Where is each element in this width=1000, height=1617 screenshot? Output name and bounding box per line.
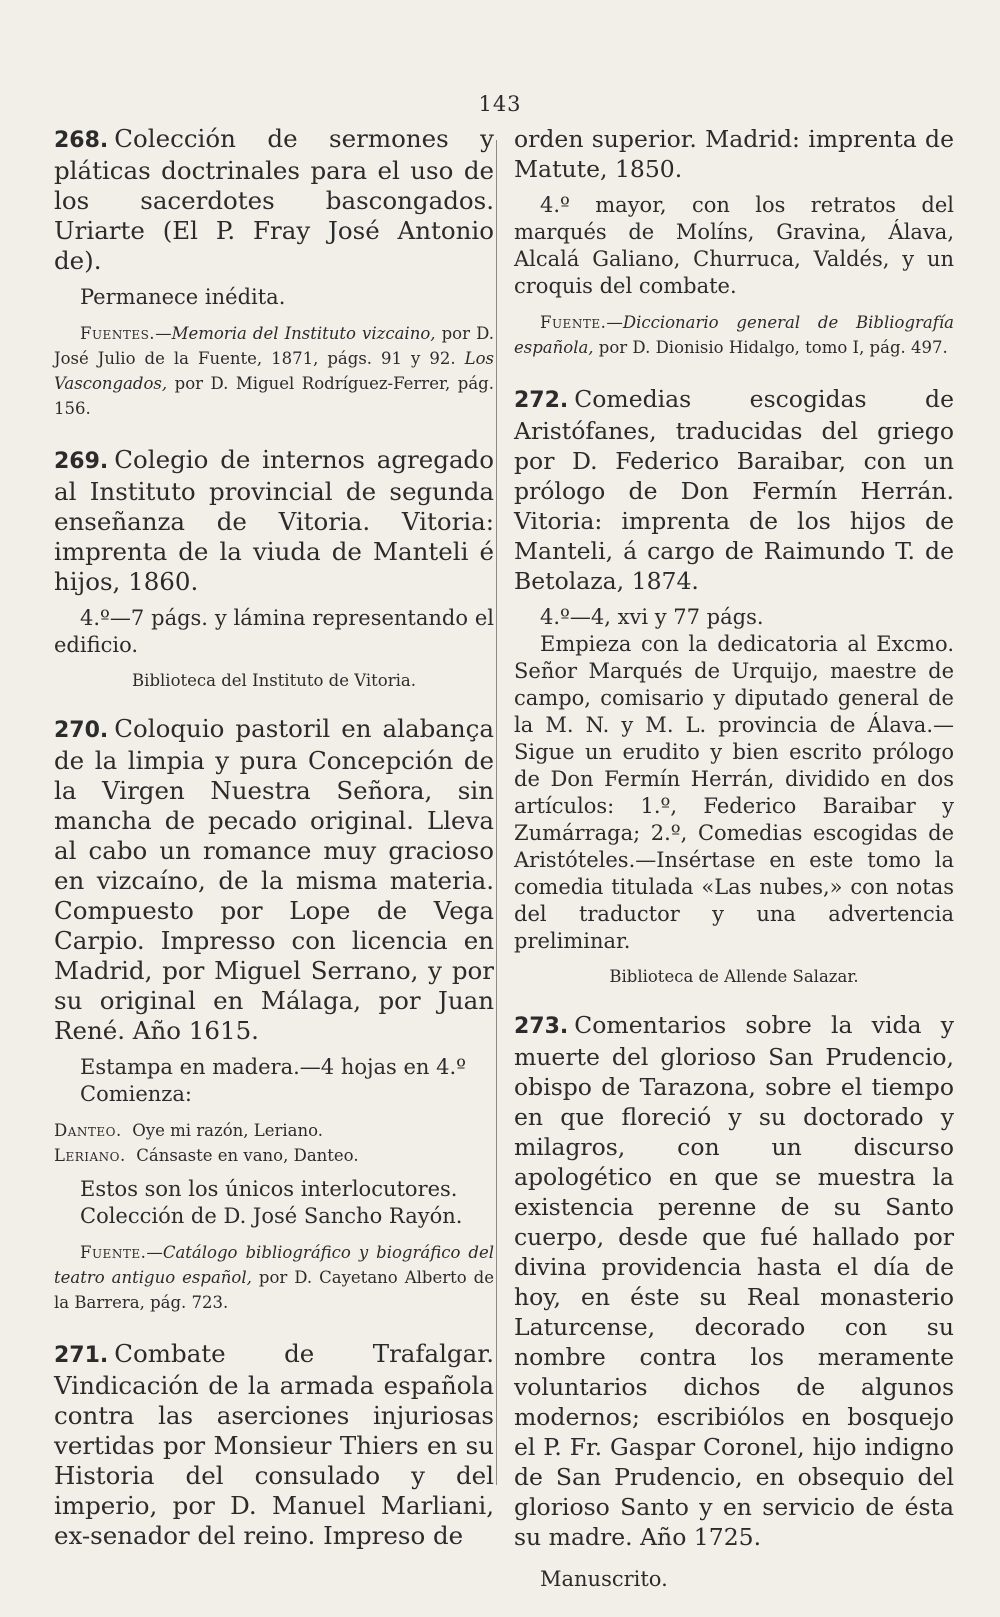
sources-label: Fuente. <box>80 1243 147 1262</box>
speaker-name: Danteo. <box>54 1121 122 1140</box>
entry-sources <box>54 1240 494 1315</box>
entry-sources <box>514 310 954 360</box>
dialog-line <box>54 1143 494 1168</box>
entry-description: Estos son los únicos interlocutores. <box>80 1177 458 1201</box>
entry-description: Comienza: <box>80 1082 192 1106</box>
entry-sources <box>54 321 494 421</box>
entry-note: Permanece inédita. <box>80 285 286 309</box>
entry-description: Manuscrito. <box>540 1567 668 1591</box>
sources-label: Fuente. <box>540 313 607 332</box>
entry-description: 4.º—7 págs. y lámina representando el edificio. <box>54 606 494 657</box>
entry-title <box>514 1010 954 1552</box>
column-divider <box>496 140 497 1485</box>
entry-270 <box>54 714 494 1315</box>
entry-location: Biblioteca del Instituto de Vitoria. <box>132 671 416 690</box>
entry-title-text: Comedias escogidas de Aristófanes, traducidas del griego por D. Federico Baraibar, con un prólogo de Don Fermín Herrán. Vitoria: imprenta de los hijos de Manteli, á cargo de Raimundo T. de Betolaza, 1874. <box>514 385 954 595</box>
entry-title <box>54 124 494 276</box>
entry-title <box>514 384 954 596</box>
entry-title <box>54 445 494 597</box>
entry-269 <box>54 445 494 690</box>
source-detail: por D. Dionisio Hidalgo, tomo I, pág. 497. <box>593 338 948 357</box>
entry-title <box>54 714 494 1046</box>
source-detail: por D. José Julio de la Fuente, 1871, págs. 91 y 92. <box>54 324 494 368</box>
page-number: 143 <box>478 92 522 116</box>
source-title: Catálogo bibliográfico y biográfico del teatro antiguo español, <box>54 1243 494 1287</box>
source-detail: por D. Cayetano Alberto de la Barrera, pág. 723. <box>54 1268 494 1312</box>
entry-title-continued: orden superior. Madrid: imprenta de Matute, 1850. <box>514 125 954 183</box>
sources-dash: — <box>606 313 623 332</box>
entry-title-text: Coloquio pastoril en alabança de la limpia y pura Concepción de la Virgen Nuestra Señora, sin mancha de pecado original. Lleva al cabo un romance muy gracioso en vizcaíno, de la misma materia. Compuesto por Lope de Vega Carpio. Impresso con licencia en Madrid, por Miguel Serrano, y por su original en Málaga, por Juan René. Año 1615. <box>54 714 494 1045</box>
entry-number: 268. <box>54 128 109 153</box>
entry-title-text: Colección de sermones y pláticas doctrinales para el uso de los sacerdotes bascongados. Uriarte (El P. Fray José Antonio de). <box>54 124 494 275</box>
entry-271-part2 <box>514 124 954 360</box>
entry-title-text: Colegio de internos agregado al Instituto provincial de segunda enseñanza de Vitoria. Vitoria: imprenta de la viuda de Manteli é hijos, 1860. <box>54 445 494 596</box>
entry-number: 269. <box>54 449 109 474</box>
entry-description: 4.º—4, xvi y 77 págs. <box>540 605 764 629</box>
dialog-quote <box>54 1118 494 1168</box>
entry-271-part1 <box>54 1339 494 1551</box>
entry-description: Colección de D. José Sancho Rayón. <box>80 1204 463 1228</box>
entry-number: 271. <box>54 1343 109 1368</box>
entry-description: Estampa en madera.—4 hojas en 4.º <box>80 1055 467 1079</box>
entry-273 <box>514 1010 954 1593</box>
speaker-name: Leriano. <box>54 1146 126 1165</box>
source-title: Los Vascongados, <box>54 349 494 393</box>
entry-number: 272. <box>514 388 569 413</box>
entry-description: Empieza con la dedicatoria al Excmo. Señor Marqués de Urquijo, maestre de campo, comisario y diputado general de la M. N. y M. L. provincia de Álava.—Sigue un erudito y bien escrito prólogo de Don Fermín Herrán, dividido en dos artículos: 1.º, Federico Baraibar y Zumárraga; 2.º, Comedias escogidas de Aristóteles.—Insértase en este tomo la comedia titulada «Las nubes,» con notas del traductor y una advertencia preliminar. <box>514 632 954 953</box>
entry-number: 273. <box>514 1014 569 1039</box>
speaker-line: Cánsaste en vano, Danteo. <box>136 1146 359 1165</box>
entry-title-text: Combate de Trafalgar. Vindicación de la armada española contra las aserciones injuriosas vertidas por Monsieur Thiers en su Historia del consulado y del imperio, por D. Manuel Marliani, ex-senador del reino. Impreso de <box>54 1339 494 1550</box>
source-title: Memoria del Instituto vizcaino, <box>171 324 436 343</box>
entry-number: 270. <box>54 718 109 743</box>
source-detail: por D. Miguel Rodríguez-Ferrer, pág. 156. <box>54 374 494 418</box>
entry-268 <box>54 124 494 421</box>
source-title: Diccionario general de Bibliografía española, <box>514 313 954 357</box>
entry-title <box>54 1339 494 1551</box>
entry-location: Biblioteca de Allende Salazar. <box>609 967 859 986</box>
sources-label: Fuentes. <box>80 324 156 343</box>
sources-dash: — <box>146 1243 163 1262</box>
entry-272 <box>514 384 954 986</box>
dialog-line <box>54 1118 494 1143</box>
left-column <box>54 124 494 1551</box>
sources-dash: — <box>155 324 172 343</box>
entry-description: 4.º mayor, con los retratos del marqués de Molíns, Gravina, Álava, Alcalá Galiano, Churruca, Valdés, y un croquis del combate. <box>514 193 954 298</box>
right-column <box>514 124 954 1617</box>
speaker-line: Oye mi razón, Leriano. <box>132 1121 323 1140</box>
entry-title-text: Comentarios sobre la vida y muerte del glorioso San Prudencio, obispo de Tarazona, sobre el tiempo en que floreció y su doctorado y milagros, con un discurso apologético en que se muestra la existencia perenne de su Santo cuerpo, desde que fué hallado por divina providencia hasta el día de hoy, en éste su Real monasterio Laturcense, decorado con su nombre contra los meramente voluntarios dichos de algunos modernos; escribiólos en bosquejo el P. Fr. Gaspar Coronel, hijo indigno de San Prudencio, en obsequio del glorioso Santo y en servicio de ésta su madre. Año 1725. <box>514 1011 954 1551</box>
